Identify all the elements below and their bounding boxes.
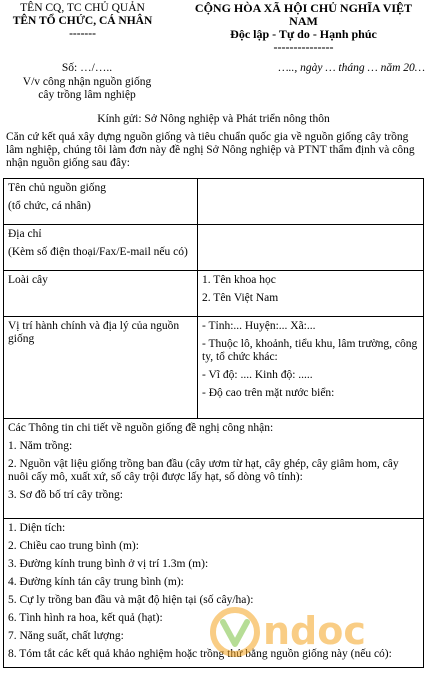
- stats-item-5: 5. Cự ly trồng ban đầu và mật độ hiện tại (số cây/ha):: [8, 594, 254, 606]
- national-motto-block: [180, 2, 427, 54]
- species-label-cell: [4, 271, 198, 317]
- addressee: Kính gửi: Sở Nông nghiệp và Phát triển nông thôn: [97, 113, 330, 125]
- address-value-cell[interactable]: [198, 225, 424, 271]
- species-item-1: 1. Tên khoa học: [202, 274, 276, 286]
- document-reference: [12, 62, 162, 102]
- motto: Độc lập - Tự do - Hạnh phúc: [230, 27, 377, 41]
- species-item-2: 2. Tên Việt Nam: [202, 292, 279, 304]
- date-line: ….., ngày … tháng … năm 20…: [278, 62, 425, 74]
- stats-item-6: 6. Tình hình ra hoa, kết quả (hạt):: [8, 612, 163, 624]
- details-cell: [4, 419, 424, 519]
- address-label-cell: [4, 225, 198, 271]
- stats-item-4: 4. Đường kính tán cây trung bình (m):: [8, 576, 184, 588]
- location-item-2: - Thuộc lô, khoảnh, tiểu khu, lâm trường, công ty, tổ chức khác:: [202, 338, 418, 363]
- issuer-parent-agency: TÊN CQ, TC CHỦ QUẢN: [20, 2, 145, 14]
- vndoc-watermark-icon: [205, 598, 405, 658]
- owner-label-cell: [4, 179, 198, 225]
- motto-separator: ---------------: [273, 40, 334, 54]
- table-row-species: [4, 271, 424, 317]
- stats-item-1: 1. Diện tích:: [8, 522, 66, 534]
- document-number: Số: …/…..: [61, 62, 113, 74]
- location-item-4: - Độ cao trên mặt nước biển:: [202, 387, 335, 399]
- svg-text:ndoc: ndoc: [263, 609, 366, 653]
- subject-line-2: cây trồng lâm nghiệp: [38, 89, 136, 101]
- species-label: Loài cây: [8, 274, 48, 286]
- address-sub: (Kèm số điện thoại/Fax/E-mail nếu có): [8, 246, 188, 258]
- address-label: Địa chỉ: [8, 228, 42, 240]
- issuer-name: TÊN TỔ CHỨC, CÁ NHÂN: [12, 15, 153, 27]
- registration-table: [3, 178, 424, 668]
- details-item-3: 3. Sơ đồ bố trí cây trồng:: [8, 489, 123, 501]
- location-item-1: - Tỉnh:... Huyện:... Xã:...: [202, 320, 316, 332]
- table-row-location: [4, 317, 424, 419]
- details-item-2: 2. Nguồn vật liệu giống trồng ban đầu (cây ươm từ hạt, cây ghép, cây giâm hom, cây nuôi cấy mô, xuất xứ, số cây trội được lấy hạt, số dòng vô tính):: [8, 458, 399, 483]
- location-item-3: - Vĩ độ: .... Kinh độ: .....: [202, 369, 313, 381]
- intro-paragraph: Căn cứ kết quả xây dựng nguồn giống và tiêu chuẩn quốc gia về nguồn giống cây trồng lâm nghiệp, chúng tôi làm đơn này đề nghị Sở Nông nghiệp và PTNT thẩm định và công nhận nguồn giống sau đây:: [6, 131, 415, 169]
- details-title: Các Thông tin chi tiết về nguồn giống đề nghị công nhận:: [8, 422, 274, 434]
- stats-item-2: 2. Chiều cao trung bình (m):: [8, 540, 139, 552]
- owner-value-cell[interactable]: [198, 179, 424, 225]
- table-row-details: [4, 419, 424, 519]
- issuer-block: [0, 2, 165, 41]
- species-value-cell: [198, 271, 424, 317]
- subject-line-1: V/v công nhận nguồn giống: [22, 76, 152, 88]
- stats-item-8: 8. Tóm tắt các kết quả khảo nghiệm hoặc trồng thử bằng nguồn giống này (nếu có):: [8, 648, 392, 660]
- table-row-address: [4, 225, 424, 271]
- location-value-cell: [198, 317, 424, 419]
- owner-label: Tên chủ nguồn giống: [8, 182, 107, 194]
- issuer-separator: -------: [69, 28, 96, 40]
- stats-item-3: 3. Đường kính trung bình ở vị trí 1.3m (m):: [8, 558, 209, 570]
- table-row-owner: [4, 179, 424, 225]
- location-label-cell: [4, 317, 198, 419]
- stats-item-7: 7. Năng suất, chất lượng:: [8, 630, 124, 642]
- country-name: CỘNG HÒA XÃ HỘI CHỦ NGHĨA VIỆT NAM: [194, 1, 413, 28]
- owner-sub: (tổ chức, cá nhân): [8, 200, 91, 212]
- details-item-1: 1. Năm trồng:: [8, 440, 73, 452]
- location-label: Vị trí hành chính và địa lý của nguồn giống: [8, 320, 180, 345]
